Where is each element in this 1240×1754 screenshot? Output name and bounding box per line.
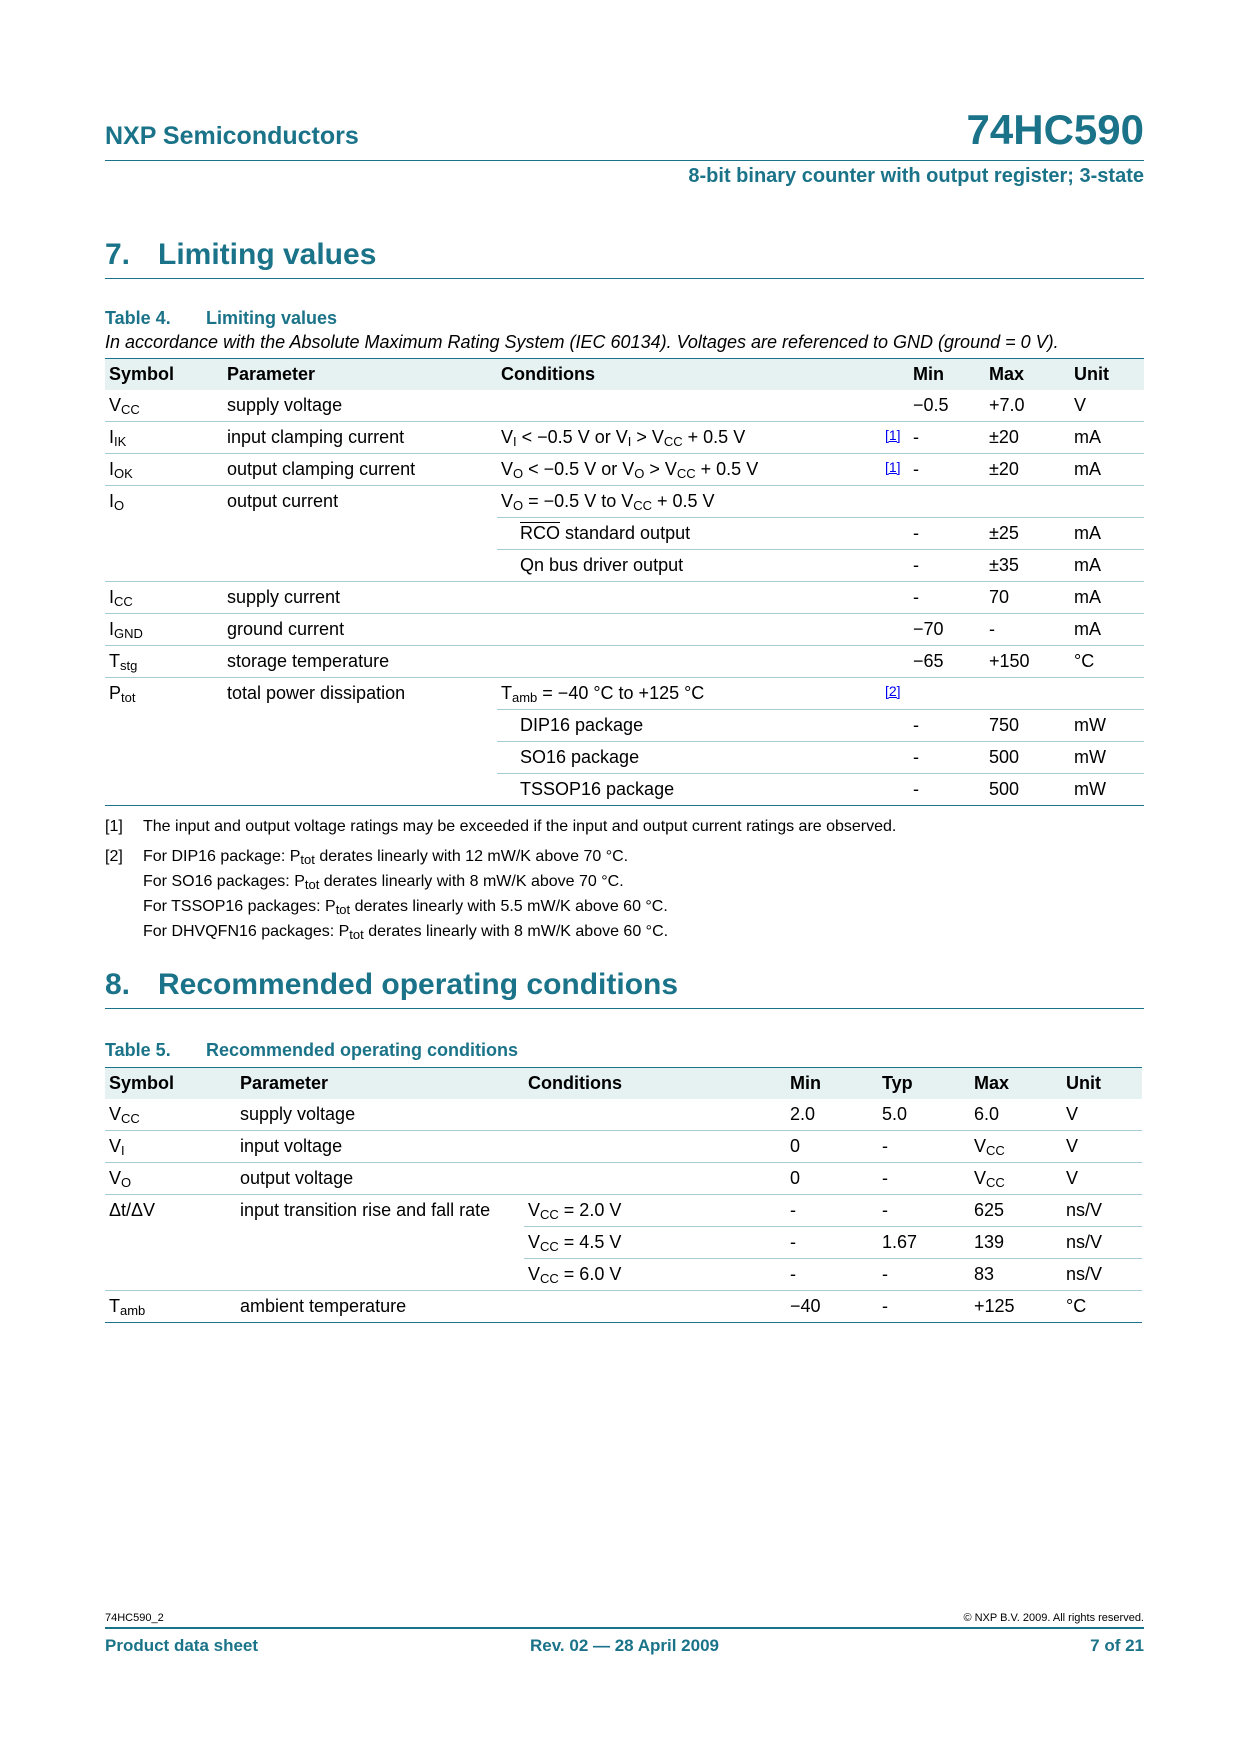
table-row: $I_{OK}$ output clamping current $V_O < -0.5$ V or $V_O > V_{CC} + 0.5$ V [1] - ±20 mA [105,454,1144,486]
col-unit: Unit [1070,359,1144,391]
table-row: $P_{tot}$ total power dissipation $T_{amb} = -40$ °C to +125 °C [2] [105,678,1144,710]
table-row: $V_{CC}$ supply voltage −0.5 +7.0 V [109,395,1087,417]
footnote-ref-2[interactable]: [2] [885,682,901,699]
footnote-2-line: For SO16 packages: $P_{tot}$ derates linearly with 8 mW/K above 70 °C. [143,873,624,892]
table-5-title: Recommended operating conditions [206,1040,519,1060]
footer-page-number: 7 of 21 [1090,1636,1144,1655]
col-symbol: Symbol [105,1068,236,1100]
operating-conditions-table [105,1067,1142,1323]
section-8-number: 8. [105,968,131,1001]
table-4-number: Table 4. [105,308,171,328]
col-conditions: Conditions [497,359,909,391]
footnote-1 [105,818,896,836]
table-row: Qn bus driver output - ±35 mA [105,550,1144,582]
section-8-title: Recommended operating conditions [158,968,679,1001]
table-row: $T_{amb}$ ambient temperature −40 - +125 °C [105,1291,1142,1323]
footer-doc-id: 74HC590_2 [105,1612,164,1624]
table-5-number: Table 5. [105,1040,171,1060]
col-parameter: Parameter [236,1068,524,1100]
table-row: $I_{IK}$ input clamping current $V_I < -0.5$ V or $V_I > V_{CC} + 0.5$ V [1] - ±20 mA [105,422,1144,454]
table-header-row [105,359,1144,391]
table-row: SO16 package - 500 mW [105,742,1144,774]
section-8-rule [105,1008,1144,1009]
table-row: $V_{CC}$ supply voltage 2.0 5.0 6.0 V [109,1104,1079,1126]
table-row: $T_{stg}$ storage temperature −65 +150 °C [105,646,1144,678]
col-symbol: Symbol [105,359,223,391]
col-max: Max [970,1068,1062,1100]
footnote-2-number: [2] [105,848,123,865]
section-7-number: 7. [105,238,131,271]
footnote-2-line: For DHVQFN16 packages: $P_{tot}$ derates linearly with 8 mW/K above 60 °C. [143,923,669,942]
company-name: NXP Semiconductors [105,122,359,150]
section-8-heading [105,968,678,1002]
footnote-1-text: The input and output voltage ratings may be exceeded if the input and output current ratings are observed. [143,818,897,835]
table-4-title: Limiting values [206,308,338,328]
header-rule [105,160,1144,161]
table-row: $\overline{RCO}$ standard output - ±25 mA [105,518,1144,550]
table-row: $V_{CC} = 4.5$ V - 1.67 139 ns/V [105,1227,1142,1259]
table-4-note: In accordance with the Absolute Maximum Rating System (IEC 60134). Voltages are referenced to GND (ground = 0 V). [105,332,1059,352]
col-min: Min [909,359,985,391]
footnote-2-line: For DIP16 package: $P_{tot}$ derates linearly with 12 mW/K above 70 °C. [143,848,629,867]
footnote-1-number: [1] [105,818,123,835]
footer-doc-type: Product data sheet [105,1636,259,1655]
table-row: $I_O$ output current $V_O = -0.5$ V to $V_{CC} + 0.5$ V [105,486,1144,518]
section-7-title: Limiting values [158,238,377,271]
part-number: 74HC590 [966,106,1144,153]
table-4-caption [105,308,337,329]
col-typ: Typ [878,1068,970,1100]
limiting-values-table [105,358,1144,806]
col-min: Min [786,1068,878,1100]
footnote-2-line: For TSSOP16 packages: $P_{tot}$ derates linearly with 5.5 mW/K above 60 °C. [143,898,668,917]
table-5-caption [105,1040,518,1061]
footer-rule [105,1627,1144,1629]
table-row: DIP16 package - 750 mW [105,710,1144,742]
footer-revision: Rev. 02 — 28 April 2009 [530,1636,719,1655]
document-subtitle: 8-bit binary counter with output register; 3-state [688,165,1144,187]
table-row: Δt/ΔV input transition rise and fall rate $V_{CC} = 2.0$ V - - 625 ns/V [105,1195,1142,1227]
section-7-heading [105,238,376,272]
table-row: $V_{CC} = 6.0$ V - - 83 ns/V [105,1259,1142,1291]
table-header-row [105,1068,1142,1100]
footnote-ref-1[interactable]: [1] [885,426,901,443]
table-row: $I_{CC}$ supply current - 70 mA [105,582,1144,614]
section-7-rule [105,278,1144,279]
col-max: Max [985,359,1070,391]
footnote-ref-1[interactable]: [1] [885,458,901,475]
col-unit: Unit [1062,1068,1142,1100]
table-row: $I_{GND}$ ground current −70 - mA [105,614,1144,646]
table-row: $V_I$ input voltage 0 - $V_{CC}$ V [105,1131,1142,1163]
table-row: $V_O$ output voltage 0 - $V_{CC}$ V [105,1163,1142,1195]
footer-copyright: © NXP B.V. 2009. All rights reserved. [963,1612,1144,1624]
table-row: TSSOP16 package - 500 mW [105,774,1144,806]
col-parameter: Parameter [223,359,497,391]
col-conditions: Conditions [524,1068,786,1100]
